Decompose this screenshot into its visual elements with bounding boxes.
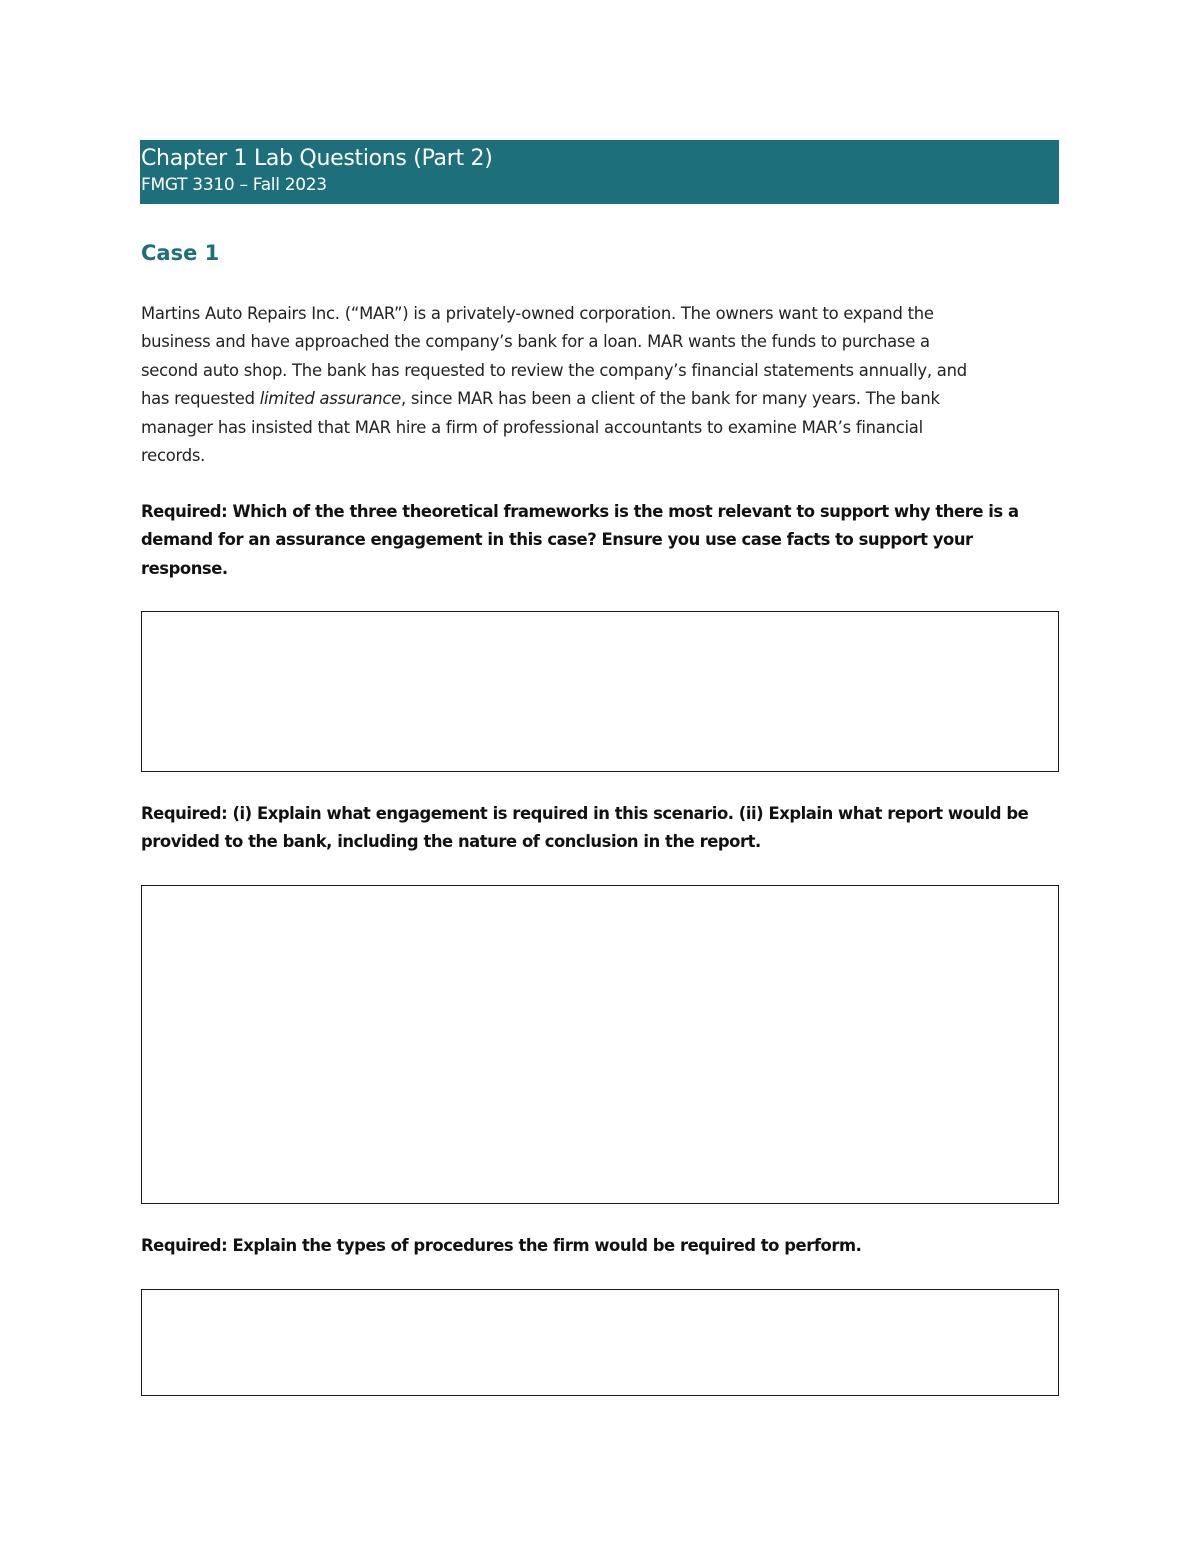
case-heading: Case 1: [141, 241, 220, 265]
case-line: manager has insisted that MAR hire a firm of professional accountants to examine MAR’s financial: [141, 417, 923, 437]
question-1-prompt: [141, 498, 1061, 583]
question-2-prompt: [141, 800, 1061, 857]
answer-box-2[interactable]: [141, 885, 1059, 1204]
question-line: response.: [141, 558, 228, 578]
title-banner: [140, 140, 1059, 204]
case-line: records.: [141, 446, 206, 466]
question-line: Required: Which of the three theoretical frameworks is the most relevant to support why there is a: [141, 502, 1019, 521]
case-line: Martins Auto Repairs Inc. (“MAR”) is a privately-owned corporation. The owners want to expand the: [141, 304, 934, 323]
course-subtitle: FMGT 3310 – Fall 2023: [141, 175, 327, 195]
document-title: Chapter 1 Lab Questions (Part 2): [141, 146, 493, 171]
answer-box-1[interactable]: [141, 611, 1059, 772]
question-line: Required: Explain the types of procedures the firm would be required to perform.: [141, 1236, 862, 1255]
case-line-end: , since MAR has been a client of the bank for many years. The bank: [400, 389, 940, 409]
question-line: Required: (i) Explain what engagement is required in this scenario. (ii) Explain what report would be: [141, 804, 1029, 823]
question-line: demand for an assurance engagement in this case? Ensure you use case facts to support your: [141, 530, 973, 550]
case-line: business and have approached the company’s bank for a loan. MAR wants the funds to purchase a: [141, 332, 930, 352]
case-line-start: has requested: [141, 389, 260, 409]
emphasis-limited-assurance: limited assurance: [259, 389, 401, 409]
answer-box-3[interactable]: [141, 1289, 1059, 1396]
question-3-prompt: [141, 1232, 1061, 1260]
case-description: [141, 300, 1061, 470]
case-line: second auto shop. The bank has requested to review the company’s financial statements annually, and: [141, 360, 967, 380]
question-line: provided to the bank, including the nature of conclusion in the report.: [141, 832, 761, 852]
